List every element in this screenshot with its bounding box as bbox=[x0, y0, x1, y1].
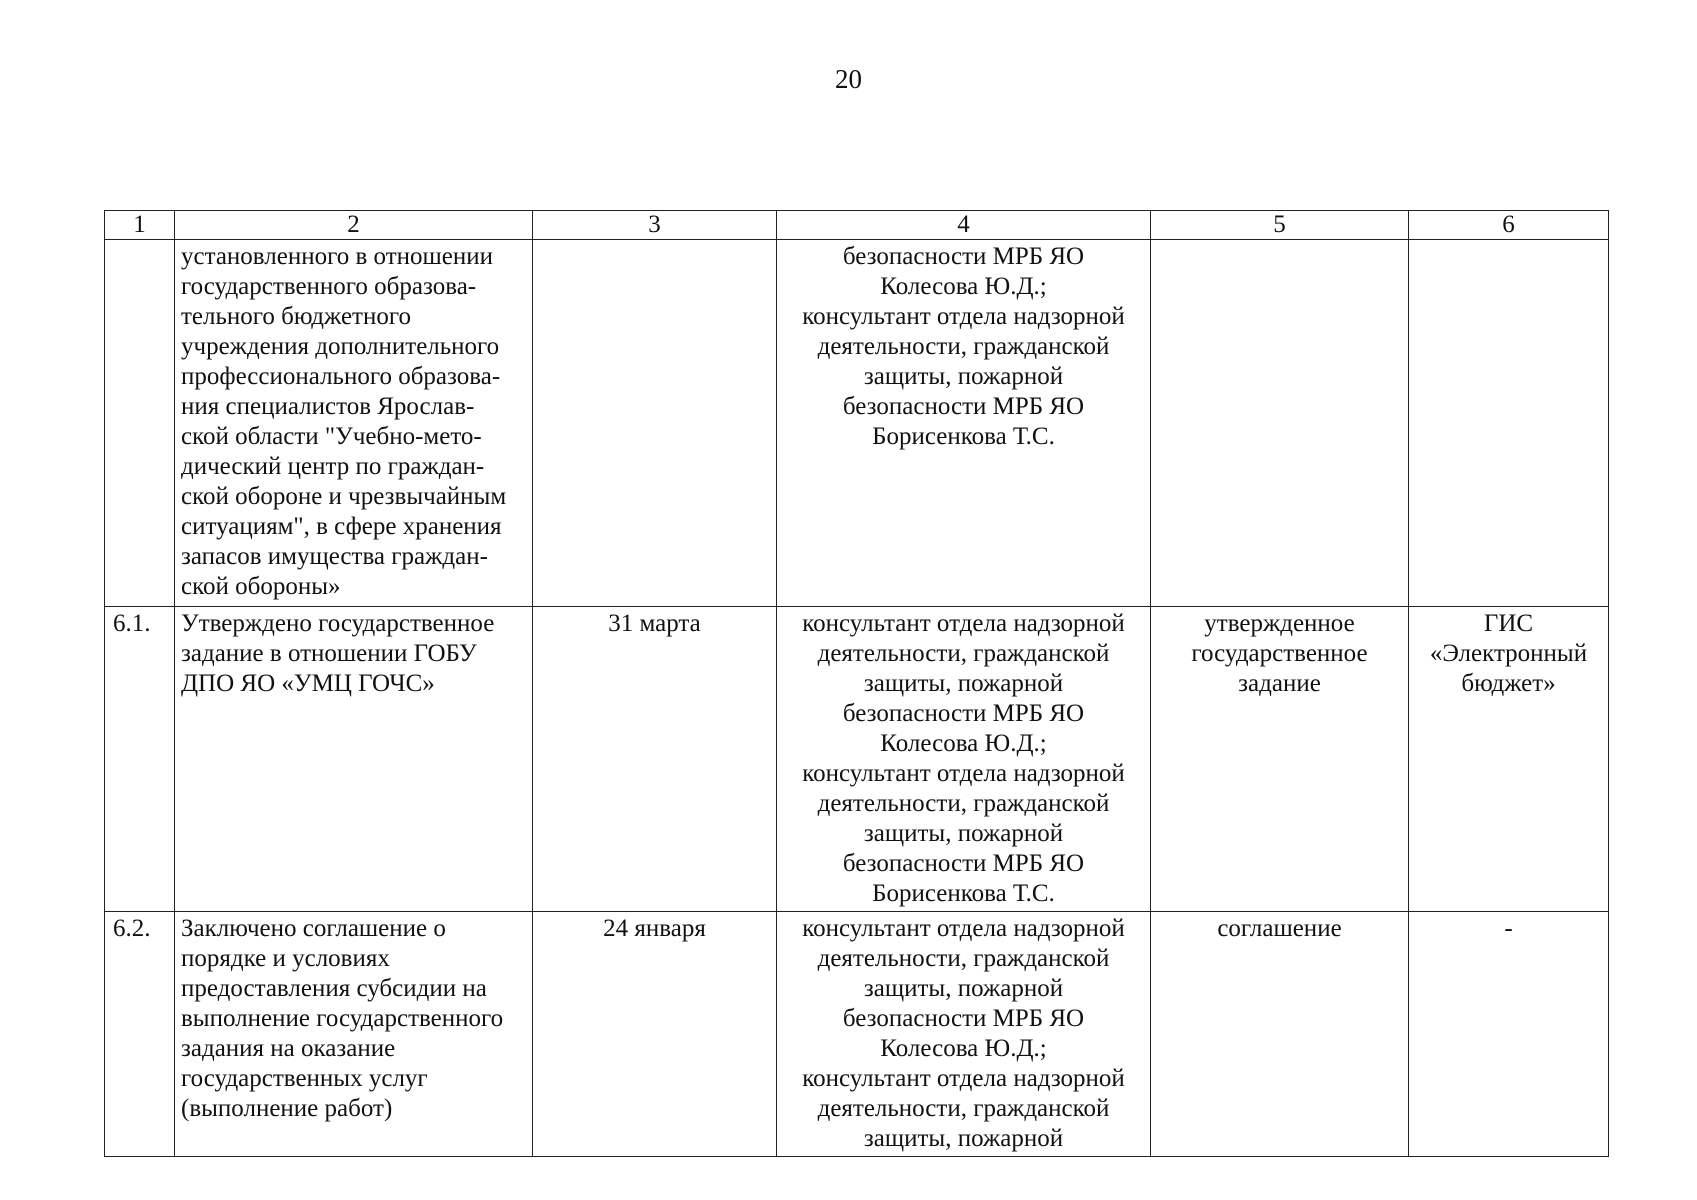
plan-table bbox=[104, 210, 1609, 1157]
row-number-cell bbox=[105, 240, 175, 607]
column-header-2: 2 bbox=[175, 211, 533, 240]
responsible-cell: консультант отдела надзорной деятельности, гражданской защиты, пожарной безопасности МРБ ЯО Колесова Ю.Д.; консультант отдела надзорной деятельности, гражданской защиты, пожарной безопасности МРБ ЯО Борисенкова Т.С. bbox=[777, 607, 1151, 912]
table-row bbox=[105, 607, 1609, 912]
deadline-cell bbox=[533, 240, 777, 607]
deadline-cell: 24 января bbox=[533, 912, 777, 1157]
system-cell: - bbox=[1409, 912, 1609, 1157]
responsible-cell: консультант отдела надзорной деятельности, гражданской защиты, пожарной безопасности МРБ ЯО Колесова Ю.Д.; консультант отдела надзорной деятельности, гражданской защиты, пожарной bbox=[777, 912, 1151, 1157]
table-row bbox=[105, 912, 1609, 1157]
result-cell: соглашение bbox=[1151, 912, 1409, 1157]
row-number-cell: 6.1. bbox=[105, 607, 175, 912]
table-header-row bbox=[105, 211, 1609, 240]
column-header-6: 6 bbox=[1409, 211, 1609, 240]
page-number: 20 bbox=[835, 64, 862, 94]
column-header-1: 1 bbox=[105, 211, 175, 240]
table-row bbox=[105, 240, 1609, 607]
responsible-cell: безопасности МРБ ЯО Колесова Ю.Д.; консультант отдела надзорной деятельности, гражданской защиты, пожарной безопасности МРБ ЯО Борисенкова Т.С. bbox=[777, 240, 1151, 607]
activity-cell: установленного в отношении государственного образова- тельного бюджетного учреждения дополнительного профессионального образова- ния специалистов Ярослав- ской области "Учебно-мето- дический центр по граждан- ской обороне и чрезвычайным ситуациям", в сфере хранения запасов имущества граждан- ской обороны» bbox=[175, 240, 533, 607]
row-number-cell: 6.2. bbox=[105, 912, 175, 1157]
activity-cell: Заключено соглашение о порядке и условиях предоставления субсидии на выполнение государственного задания на оказание государственных услуг (выполнение работ) bbox=[175, 912, 533, 1157]
system-cell bbox=[1409, 240, 1609, 607]
system-cell: ГИС «Электронный бюджет» bbox=[1409, 607, 1609, 912]
result-cell: утвержденное государственное задание bbox=[1151, 607, 1409, 912]
deadline-cell: 31 марта bbox=[533, 607, 777, 912]
activity-cell: Утверждено государственное задание в отношении ГОБУ ДПО ЯО «УМЦ ГОЧС» bbox=[175, 607, 533, 912]
result-cell bbox=[1151, 240, 1409, 607]
column-header-4: 4 bbox=[777, 211, 1151, 240]
column-header-5: 5 bbox=[1151, 211, 1409, 240]
column-header-3: 3 bbox=[533, 211, 777, 240]
